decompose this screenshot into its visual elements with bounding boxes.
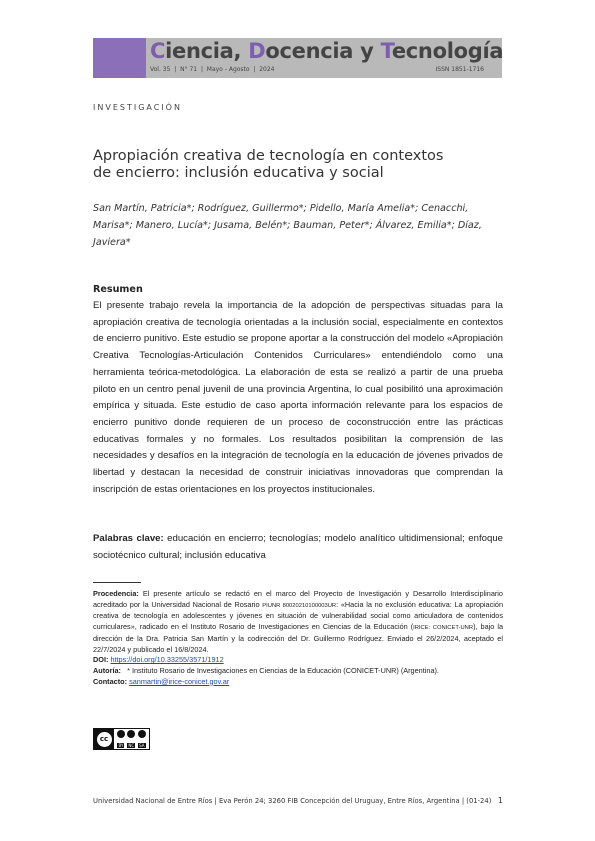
doi-link[interactable]: https://doi.org/10.33255/3571/1912 bbox=[110, 655, 224, 665]
title-initial-t: T bbox=[380, 39, 392, 63]
title-part-1: iencia, bbox=[165, 39, 249, 63]
keywords-text: educación en encierro; tecnologías; modelo analítico ultidimensional; enfoque sociotécnico cultural; inclusión educativa bbox=[93, 533, 503, 561]
procedencia-text-2: : «Hacia la no exclusión educativa: La apropiación creativa de tecnología en adolescentes y jóvenes en situación de vulnerabilidad social como articuladora de contenidos curriculares», radicado en el Instituto Rosario de Investigaciones en Ciencias de la Educación ( bbox=[93, 599, 503, 632]
header-accent-block bbox=[93, 38, 146, 78]
procedencia-text-1: El presente artículo se redactó en el marco del Proyecto de Investigación y Desarrollo Interdisciplinario acreditado por la Universidad Nacional de Rosario bbox=[93, 589, 503, 609]
by-label: BY bbox=[118, 743, 124, 748]
title-initial-d: D bbox=[248, 39, 266, 63]
nc-label: NC bbox=[128, 743, 135, 748]
cc-icon: cc bbox=[97, 732, 112, 747]
footnote-contacto bbox=[93, 677, 503, 688]
page-number: 1 bbox=[497, 796, 503, 805]
abstract-body: El presente trabajo revela la importancia de la adopción de perspectivas situadas para la apropiación creativa de tecnología orientadas a la inclusión social, especialmente en contextos de encierro punitivo. Este estudio se propone aportar a la construcción del modelo «Apropiación Creativa Tecnologías-Articulación Contenidos Curriculares» entendiéndolo como una herramienta teórica-metodológica. La elaboración de esta se realizó a partir de una prueba piloto en un centro penal juvenil de una provincia Argentina, lo cual posibilitó una aproximación empírica y situada. Este estudio de caso aporta información relevante para los espacios de encierro punitivo donde requieren de un proceso de coconstrucción entre las prácticas educativas formales y no formales. Los resultados posibilitan la comprensión de las necesidades y desafíos en la integración de tecnología en la educación de jóvenes privados de libertad y destacan la necesidad de construir iniciativas innovadoras que comprendan la inscripción de estas orientaciones en los proyectos institucionales. bbox=[93, 300, 503, 495]
footnote-divider bbox=[93, 582, 141, 583]
footnote-procedencia bbox=[93, 589, 503, 655]
title-part-3: ecnología bbox=[391, 39, 504, 63]
contacto-label: Contacto: bbox=[93, 676, 128, 686]
procedencia-label: Procedencia: bbox=[93, 589, 139, 598]
title-initial-c: C bbox=[150, 39, 166, 63]
attribution-icon bbox=[117, 730, 125, 738]
article-title-line-2: de encierro: inclusión educativa y social bbox=[93, 165, 384, 181]
footnote-autoria bbox=[93, 666, 503, 677]
footnote-doi bbox=[93, 655, 503, 666]
issue-year: 2024 bbox=[259, 66, 275, 73]
keywords bbox=[93, 531, 503, 564]
journal-title bbox=[150, 39, 503, 63]
contact-email-link[interactable]: sanmartin@irice-conicet.gov.ar bbox=[129, 676, 230, 686]
article-title bbox=[93, 148, 473, 182]
volume: Vol. 35 bbox=[150, 66, 171, 73]
title-part-2: ocencia y bbox=[265, 39, 381, 63]
cc-logo bbox=[94, 729, 114, 749]
autoria-label: Autoría: bbox=[93, 665, 121, 675]
abstract-heading: Resumen bbox=[93, 284, 143, 295]
procedencia-text-3: ), bajo la dirección de la Dra. Patricia San Martín y la codirección del Dr. Guillermo Rodríguez. Enviado el 26/2/2024, aceptado el 22/7/2024 y publicado el 16/8/2024. bbox=[93, 622, 504, 654]
sa-label: SA bbox=[139, 743, 145, 748]
journal-header bbox=[93, 38, 502, 78]
issue-number: N° 71 bbox=[180, 66, 198, 73]
cc-license-badge[interactable] bbox=[93, 728, 150, 750]
section-label: INVESTIGACIÓN bbox=[93, 103, 182, 112]
autoria-text: * Instituto Rosario de Investigaciones en Ciencias de la Educación (CONICET-UNR) (Argentina). bbox=[127, 665, 439, 675]
cc-license-icons bbox=[114, 729, 149, 749]
page-footer: Universidad Nacional de Entre Ríos | Eva Perón 24; 3260 FIB Concepción del Uruguay, Entre Ríos, Argentina | (01-24) bbox=[93, 797, 492, 805]
author-list: San Martín, Patricia*; Rodríguez, Guillermo*; Pidello, María Amelia*; Cenacchi, Marisa*; Manero, Lucía*; Jusama, Belén*; Bauman, Peter*; Álvarez, Emilia*; Díaz, Javiera* bbox=[93, 203, 482, 248]
keywords-label: Palabras clave: bbox=[93, 533, 164, 544]
noncommercial-icon bbox=[127, 730, 135, 738]
journal-issue-info: Vol. 35 | N° 71 | Mayo - Agosto | 2024 bbox=[150, 66, 275, 73]
doi-label: DOI: bbox=[93, 655, 109, 665]
sharealike-icon bbox=[138, 730, 146, 738]
issue-period: Mayo - Agosto bbox=[206, 66, 250, 73]
footnotes bbox=[93, 589, 503, 687]
procedencia-institution: IRICE: CONICET-UNR bbox=[413, 625, 474, 632]
procedencia-code: PIUNR 80020210100003UR bbox=[262, 602, 337, 609]
issn: ISSN 1851-1716 bbox=[435, 66, 484, 73]
article-title-line-1: Apropiación creativa de tecnología en contextos bbox=[93, 148, 444, 164]
